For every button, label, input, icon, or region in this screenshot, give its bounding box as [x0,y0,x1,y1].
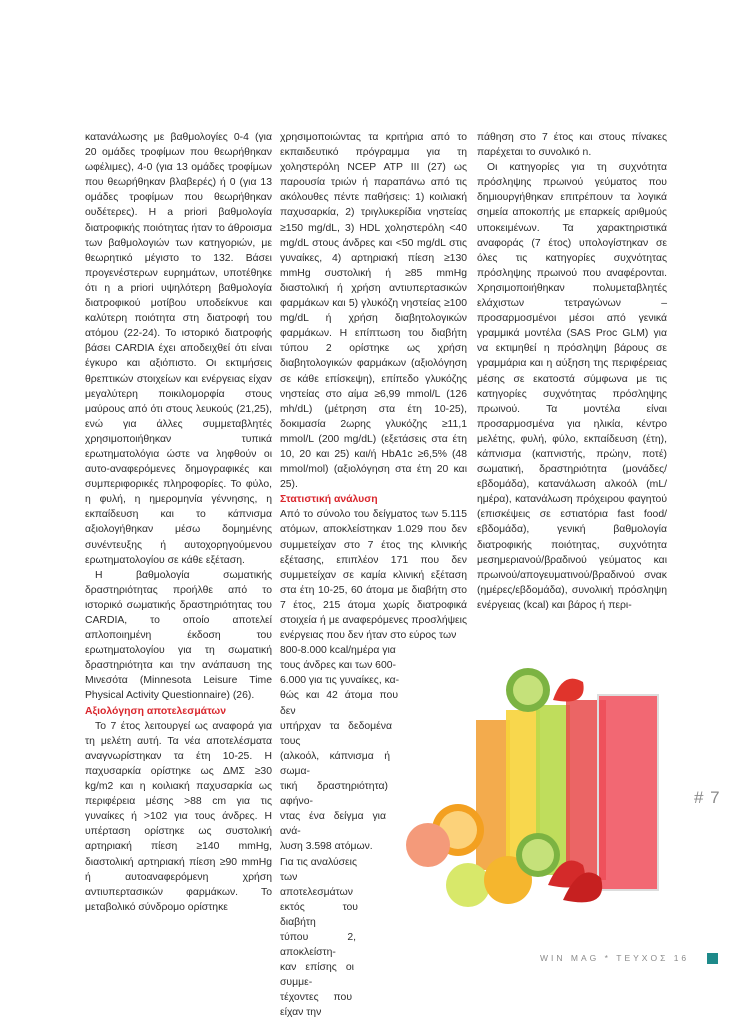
wrapped-line: υπήρχαν τα δεδομένα τους [280,720,392,747]
wrapped-line: 800-8.000 kcal/ημέρα για [280,645,396,657]
body-paragraph: πάθηση στο 7 έτος και στους πίνακες παρέχεται το συνολικό n. [477,132,667,159]
wrapped-line: τους άνδρες και των 600- [280,660,396,672]
wrapped-line: Για τις αναλύσεις [280,856,357,868]
wrapped-line: καν επίσης οι συμμε- [280,962,354,989]
wrapped-line: των αποτελεσμάτων [280,871,353,898]
wrapped-line: τέχοντες που είχαν την [280,992,352,1019]
body-paragraph: Από το σύνολο του δείγματος των 5.115 ατόμων, αποκλείστηκαν 1.029 που δεν συμμετείχαν στο 7 έτος της κλινικής εξέτασης, επιπλέον 171 που δεν συμμετείχαν σε καμία κλινική εξέταση στα έτη 10-25, 60 άτομα με διαβήτη στο 7 έτος, 215 άτομα χωρίς διατροφικά στοιχεία ή με αναφερόμενες προσλήψεις ενέργειας που δεν ήταν στο εύρος των [280,509,467,642]
wrapped-line: τύπου 2, αποκλείστη- [280,931,356,959]
juice-glasses-photo [398,660,708,915]
footer-accent-square [707,953,718,964]
wrapped-line: (αλκοόλ, κάπνισμα ή σωμα- [280,750,390,777]
wrapped-line: ντας ένα δείγμα για ανά- [280,811,386,838]
body-paragraph: χρησιμοποιώντας τα κριτήρια από το εκπαιδευτικό πρόγραμμα για τη χοληστερόλη NCEP ATP III (27) ως παρουσία τριών ή παραπάνω από τις ακόλουθες πέντε παθήσεις: 1) κοιλιακή παχυσαρκία, 2) τριγλυκερίδια νηστείας ≥150 mg/dL, 3) HDL χοληστερόλη <40 mg/dL στους άνδρες και <50 mg/dL στις γυναίκες, 4) αρτηριακή πίεση ≥130 mmHg συστολική ή ≥85 mmHg διαστολική ή χρήση αντιυπερτασικών φαρμάκων και 5) γλυκόζη νηστείας ≥100 mg/dL ή χρήση διαβητολογικών φαρμάκων. Η επίπτωση του διαβήτη τύπου 2 ορίστηκε ως χρήση διαβητολογικών φαρμάκων (αξιολόγηση σε κάθε επίσκεψη), επίπεδο γλυκόζης νηστείας στο αίμα ≥6,99 mmol/L (126 mh/dL) (μέτρηση στα έτη 10-25), δοκιμασία 2ωρης γλυκόζης ≥11,1 mmol/L (200 mg/dL) (εξετάσεις στα έτη 10, 20 και 25) και/ή HbA1c ≥6,5% (48 mmol/mol) (αξιολόγηση στα έτη 20 και 25). [280,132,467,491]
wrapped-line: εκτός του διαβήτη [280,901,358,928]
section-heading: Αξιολόγηση αποτελεσμάτων [85,705,226,717]
body-paragraph: κατανάλωσης με βαθμολογίες 0-4 (για 20 ομάδες τροφίμων που θεωρήθηκαν ωφέλιμες), 4-0 (για 13 ομάδες τροφίμων που θεωρήθηκαν βλαβερές) ή 0 (για 13 ομάδες τροφίμων που θεωρήθηκαν ουδέτερες). Η a priori βαθμολογία διατροφικής ποιότητας ήταν το άθροισμα των βαθμολογιών των κατηγοριών, με θεωρητικό μέγιστο το 132. Βάσει προγενέστερων ευρημάτων, υποτέθηκε ότι η a priori υψηλότερη βαθμολογία διατροφικού μοτίβου υποδείκνυε και καλύτερη ποιότητα στη διατροφή του ατόμου (22-24). Το ιστορικό διατροφής βάσει CARDIA έχει αποδειχθεί ότι είναι έγκυρο και αξιόπιστο. Οι εκτιμήσεις θρεπτικών στοιχείων και ενέργειας είχαν μεγαλύτερη ποικιλομορφία στους μαύρους από ότι στους λευκούς (21,25), ενώ για άλλες συμμεταβλητές χρησιμοποιήθηκαν τυπικά ερωτηματολόγια ώστε να ληφθούν οι αυτο-αναφερόμενες δημογραφικές και συμπεριφορικές πληροφορίες. Το φύλο, η φυλή, η ημερομηνία γέννησης, η εκπαίδευση και το κάπνισμα αξιολογήθηκαν μέσω δομημένης συνέντευξης ή αυτοχορηγούμενου ερωτηματολογίου σε κάθε εξέταση. [85,132,272,566]
wrapped-line: λυση 3.598 ατόμων. [280,841,373,853]
body-paragraph: Το 7 έτος λειτουργεί ως αναφορά για τη μελέτη αυτή. Τα νέα αποτελέσματα αναγνωρίστηκαν τα έτη 10-25. Η παχυσαρκία ορίστηκε ως ΔΜΣ ≥30 kg/m2 και η κοιλιακή παχυσαρκία ως περιφέρεια μέσης >88 cm για τις γυναίκες ή >102 για τους άνδρες. Η υπέρταση ορίστηκε ως συστολική αρτηριακή πίεση ≥140 mmHg, διαστολική αρτηριακή πίεση ≥90 mmHg ή αυτοαναφερόμενη χρήση αντιυπερτασικών φαρμάκων. Το μεταβολικό σύνδρομο ορίστηκε [85,720,272,913]
wrapped-line: θώς και 42 άτομα που δεν [280,690,398,717]
text-column-1 [85,130,272,915]
magazine-footer: WIN MAG * ΤΕΥΧΟΣ 16 [540,953,690,963]
body-paragraph: Οι κατηγορίες για τη συχνότητα πρόσληψης πρωινού γεύματος που δημιουργήθηκαν επιτρέπουν τα λογικά σημεία αποκοπής με επαρκείς αριθμούς υποκειμένων. Τα χαρακτηριστικά αναφοράς (7 έτος) υπολογίστηκαν σε όλες τις κατηγορίες συχνότητας πρόσληψης πρωινού που αναφέρονται. Χρησιμοποιήθηκαν πολυμεταβλητές ελάχιστων τετραγώνων – προσαρμοσμένοι μέσοι από γενικά γραμμικά μοντέλα (SAS Proc GLM) για να εκτιμηθεί η πρόσληψη βάρους σε γραμμάρια και η αύξηση της περιφέρειας μέσης σε εκατοστά σύμφωνα με τις κατηγορίες συχνότητας πρόσληψης πρωινού. Τα μοντέλα είναι προσαρμοσμένα για ηλικία, κέντρο μελέτης, φυλή, φύλο, εκπαίδευση (έτη), κάπνισμα (καπνιστής, πρώην, ποτέ) σωματική, δραστηριότητα (μονάδες/εβδομάδα), κατανάλωση αλκοόλ (mL/ημέρα), κατανάλωση πρόχειρου φαγητού (επισκέψεις σε εστιατόρια fast food/εβδομάδα), γενική βαθμολογία διατροφικής ποιότητας, συχνότητα μεσημεριανού/βραδινού γεύματος και πρωινού/απογευματινού/βραδινού σνακ (ημέρες/εβδομάδα), συνολική πρόσληψη ενέργειας (kcal) και βάρος ή περι- [477,162,667,611]
section-heading: Στατιστική ανάλυση [280,494,378,506]
wrapped-line: τική δραστηριότητα) αφήνο- [280,781,388,808]
wrapped-line: 6.000 για τις γυναίκες, κα- [280,675,400,687]
page-number-mark: # 7 [694,788,721,807]
text-column-3 [477,130,667,613]
body-paragraph: Η βαθμολογία σωματικής δραστηριότητας προήλθε από το ιστορικό σωματικής δραστηριότητας του CARDIA, το οποίο αποτελεί απλοποιημένη έκδοση του ερωτηματολογίου για τη σωματική δραστηριότητα και την ανάπαυση της Μινεσότα (Minnesota Leisure Time Physical Activity Questionnaire) (26). [85,569,272,702]
